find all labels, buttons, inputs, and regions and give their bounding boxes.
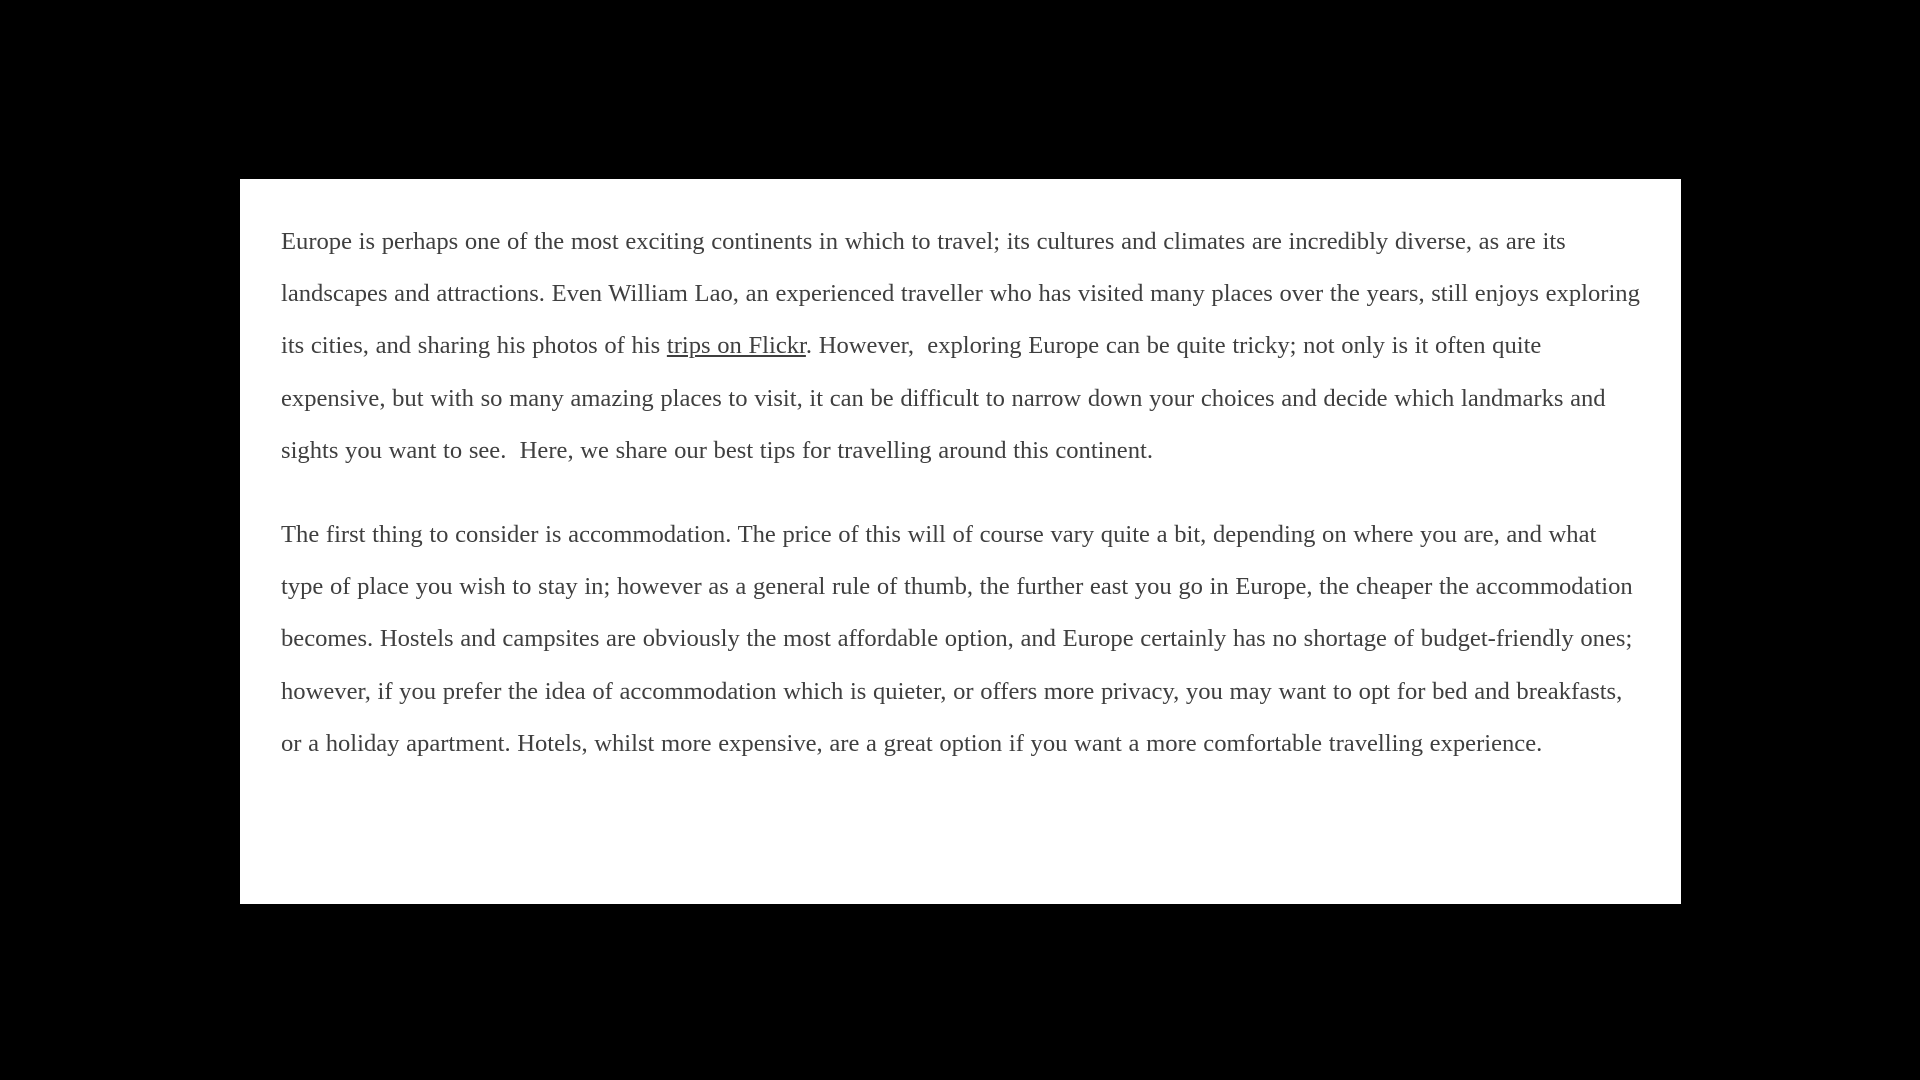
paragraph-intro-text-end: . However, exploring Europe can be quite tricky; not only is it often quite expensive, but with so many amazing places to visit, it can be difficult to narrow down your choices and decide which landmarks and sights you want to see. Here, we share our best tips for travelling around this continent.	[281, 332, 1613, 464]
paragraph-intro	[281, 216, 1647, 477]
paragraph-accommodation: The first thing to consider is accommodation. The price of this will of course vary quite a bit, depending on where you are, and what type of place you wish to stay in; however as a general rule of thumb, the further east you go in Europe, the cheaper the accommodation becomes. Hostels and campsites are obviously the most affordable option, and Europe certainly has no shortage of budget-friendly ones; however, if you prefer the idea of accommodation which is quieter, or offers more privacy, you may want to opt for bed and breakfasts, or a holiday apartment. Hotels, whilst more expensive, are a great option if you want a more comfortable travelling experience.	[281, 521, 1640, 757]
paragraph-intro-text-start: Europe is perhaps one of the most exciting continents in which to travel; its cultures and climates are incredibly diverse, as are its landscapes and attractions. Even William Lao, an experienced traveller who has visited many places over the years, still enjoys exploring its cities, and sharing his photos of his	[281, 228, 1647, 360]
document-page	[240, 179, 1681, 904]
flickr-trips-link[interactable]: trips on Flickr	[666, 332, 806, 360]
